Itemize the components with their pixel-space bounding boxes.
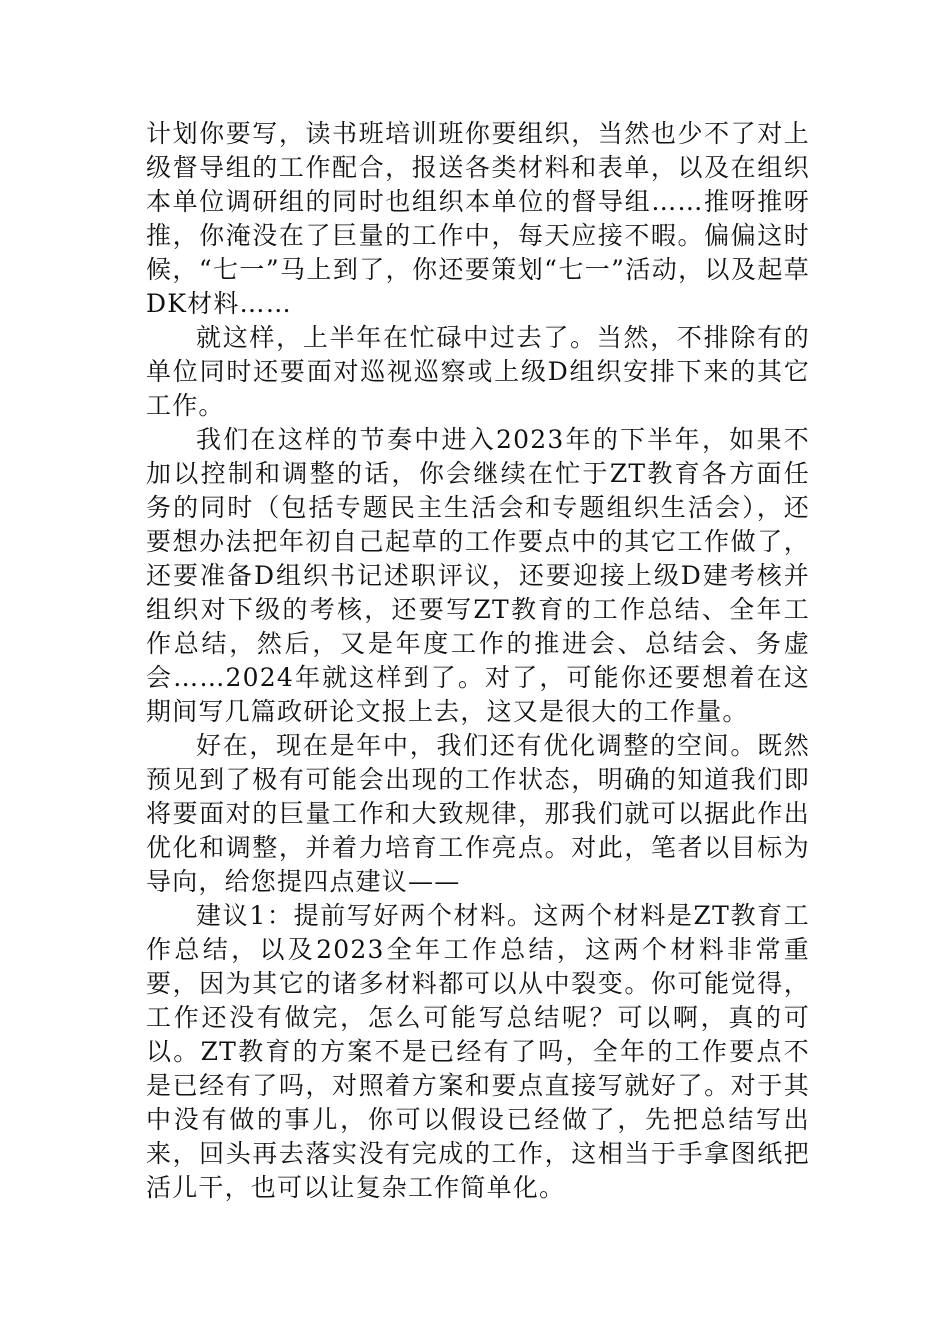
document-body [146,117,810,1205]
paragraph-continued: 计划你要写，读书班培训班你要组织，当然也少不了对上级督导组的工作配合，报送各类材料和表单，以及在组织本单位调研组的同时也组织本单位的督导组……推呀推呀推，你淹没在了巨量的工作中，每天应接不暇。偏偏这时候，“七一”马上到了，你还要策划“七一”活动，以及起草DK材料…… [146,119,810,318]
paragraph: 我们在这样的节奏中进入2023年的下半年，如果不加以控制和调整的话，你会继续在忙于ZT教育各方面任务的同时（包括专题民主生活会和专题组织生活会），还要想办法把年初自己起草的工作要点中的其它工作做了，还要准备D组织书记述职评议，还要迎接上级D建考核并组织对下级的考核，还要写ZT教育的工作总结、全年工作总结，然后，又是年度工作的推进会、总结会、务虚会……2024年就这样到了。对了，可能你还要想着在这期间写几篇政研论文报上去，这又是很大的工作量。 [146,425,810,726]
paragraph-suggestion-1: 建议1：提前写好两个材料。这两个材料是ZT教育工作总结，以及2023全年工作总结，这两个材料非常重要，因为其它的诸多材料都可以从中裂变。你可能觉得，工作还没有做完，怎么可能写总结呢？可以啊，真的可以。ZT教育的方案不是已经有了吗，全年的工作要点不是已经有了吗，对照着方案和要点直接写就好了。对于其中没有做的事儿，你可以假设已经做了，先把总结写出来，回头再去落实没有完成的工作，这相当于手拿图纸把活儿干，也可以让复杂工作简单化。 [146,901,810,1202]
paragraph: 就这样，上半年在忙碌中过去了。当然，不排除有的单位同时还要面对巡视巡察或上级D组织安排下来的其它工作。 [146,323,810,420]
paragraph: 好在，现在是年中，我们还有优化调整的空间。既然预见到了极有可能会出现的工作状态，明确的知道我们即将要面对的巨量工作和大致规律，那我们就可以据此作出优化和调整，并着力培育工作亮点。对此，笔者以目标为导向，给您提四点建议—— [146,731,810,896]
